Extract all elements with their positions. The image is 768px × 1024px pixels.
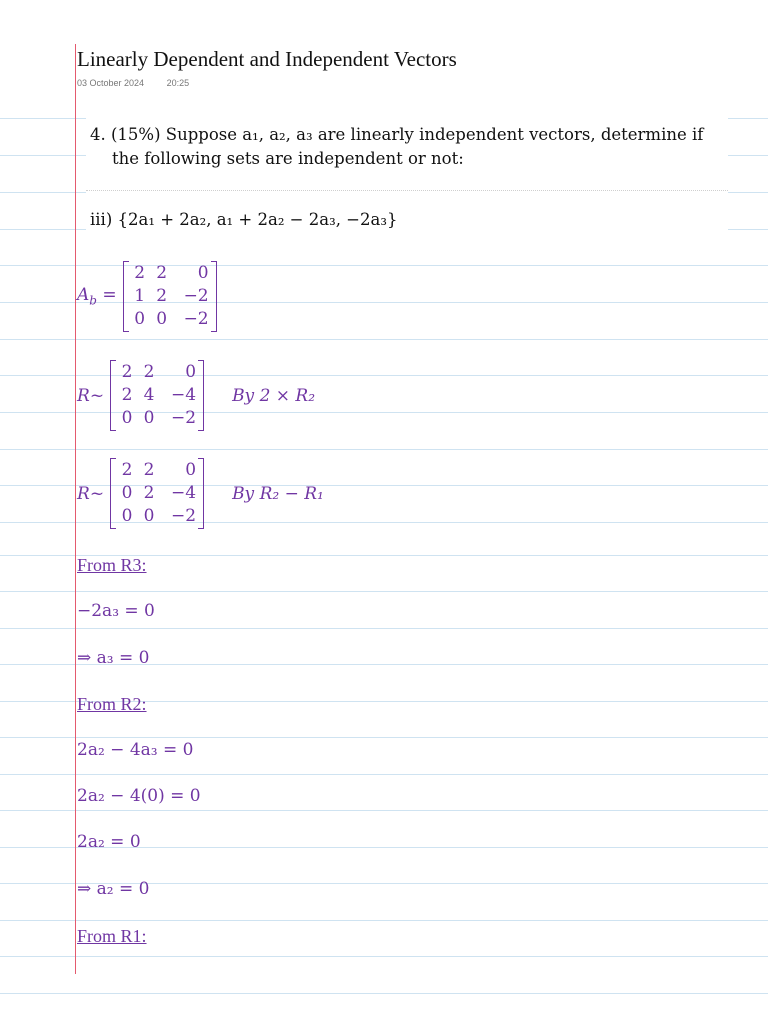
matrix-cell: 0 bbox=[156, 309, 168, 329]
rule-line bbox=[0, 449, 768, 450]
matrix-ab bbox=[77, 262, 217, 331]
matrix-cell: −2 bbox=[171, 506, 197, 526]
matrix-bracket bbox=[110, 361, 204, 430]
matrix-cell: 2 bbox=[143, 460, 155, 480]
matrix-cell: 4 bbox=[143, 385, 155, 405]
step-equation: 2a₂ = 0 bbox=[77, 832, 141, 852]
matrix-label: R~ bbox=[77, 483, 105, 504]
question-part-iii: iii) {2a₁ + 2a₂, a₁ + 2a₂ − 2a₃, −2a₃} bbox=[90, 210, 398, 229]
matrix-grid bbox=[116, 361, 198, 430]
rule-line bbox=[0, 737, 768, 738]
matrix-cell: 0 bbox=[185, 460, 197, 480]
note-timestamp bbox=[77, 78, 209, 88]
matrix-bracket bbox=[123, 262, 217, 331]
matrix-cell: 2 bbox=[143, 362, 155, 382]
rule-line bbox=[0, 810, 768, 811]
matrix-cell: 0 bbox=[143, 408, 155, 428]
row-operation: By R₂ − R₁ bbox=[232, 483, 324, 504]
step-heading: From R3: bbox=[77, 555, 147, 575]
matrix-label: $A_b$ = bbox=[77, 285, 117, 308]
matrix-cell: 2 bbox=[143, 483, 155, 503]
rule-line bbox=[0, 993, 768, 994]
step-equation: ⇒ a₂ = 0 bbox=[77, 879, 150, 899]
step-heading: From R1: bbox=[77, 926, 147, 946]
pasted-question-image bbox=[86, 118, 728, 238]
matrix-cell: −2 bbox=[183, 286, 209, 306]
rule-line bbox=[0, 956, 768, 957]
matrix-cell: 2 bbox=[121, 362, 133, 382]
matrix-cell: 1 bbox=[134, 286, 146, 306]
note-date: 03 October 2024 bbox=[77, 78, 145, 88]
matrix-cell: 2 bbox=[156, 286, 168, 306]
matrix-r-step1 bbox=[77, 361, 315, 430]
matrix-r-step2 bbox=[77, 459, 324, 528]
matrix-cell: 0 bbox=[185, 362, 197, 382]
rule-line bbox=[0, 920, 768, 921]
matrix-cell: −4 bbox=[171, 483, 197, 503]
matrix-cell: −2 bbox=[183, 309, 209, 329]
rule-line bbox=[0, 774, 768, 775]
step-equation: −2a₃ = 0 bbox=[77, 601, 155, 621]
matrix-cell: 0 bbox=[197, 263, 209, 283]
page-title: Linearly Dependent and Independent Vectors bbox=[77, 47, 457, 71]
rule-line bbox=[0, 339, 768, 340]
step-equation: 2a₂ − 4a₃ = 0 bbox=[77, 740, 194, 760]
step-equation: 2a₂ − 4(0) = 0 bbox=[77, 786, 201, 806]
question-line-1: 4. (15%) Suppose a₁, a₂, a₃ are linearly independent vectors, determine if bbox=[90, 125, 704, 144]
rule-line bbox=[0, 591, 768, 592]
matrix-cell: 0 bbox=[134, 309, 146, 329]
matrix-cell: −2 bbox=[171, 408, 197, 428]
matrix-grid bbox=[116, 459, 198, 528]
row-operation: By 2 × R₂ bbox=[232, 385, 316, 406]
matrix-grid bbox=[129, 262, 211, 331]
matrix-cell: −4 bbox=[171, 385, 197, 405]
step-heading: From R2: bbox=[77, 694, 147, 714]
matrix-cell: 2 bbox=[121, 385, 133, 405]
matrix-cell: 0 bbox=[121, 506, 133, 526]
matrix-cell: 0 bbox=[121, 408, 133, 428]
matrix-cell: 2 bbox=[156, 263, 168, 283]
matrix-cell: 2 bbox=[121, 460, 133, 480]
rule-line bbox=[0, 628, 768, 629]
question-line-2: the following sets are independent or not: bbox=[112, 149, 464, 168]
matrix-cell: 0 bbox=[143, 506, 155, 526]
matrix-cell: 0 bbox=[121, 483, 133, 503]
clip-crop-edge bbox=[86, 190, 728, 195]
matrix-cell: 2 bbox=[134, 263, 146, 283]
step-equation: ⇒ a₃ = 0 bbox=[77, 648, 150, 668]
margin-line bbox=[75, 44, 76, 974]
matrix-bracket bbox=[110, 459, 204, 528]
matrix-label: R~ bbox=[77, 385, 105, 406]
note-time: 20:25 bbox=[166, 78, 190, 88]
